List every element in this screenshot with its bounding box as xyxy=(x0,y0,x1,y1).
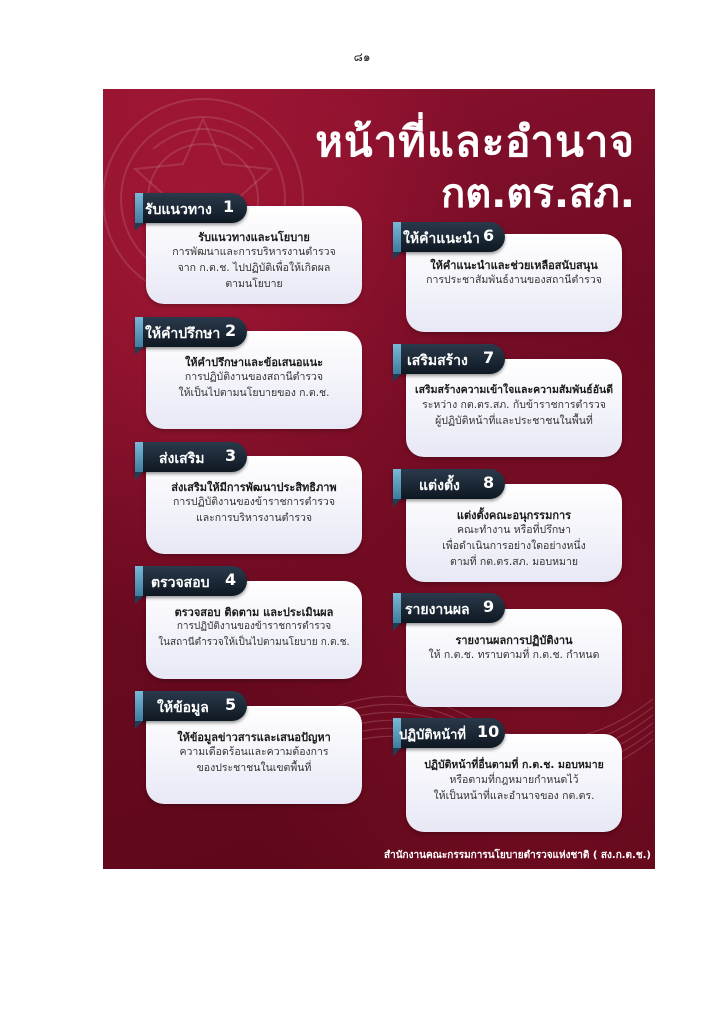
duty-tab-label: ตรวจสอบ xyxy=(151,575,210,591)
tab-accent xyxy=(135,691,143,721)
duty-line: จาก ก.ต.ช. ไปปฏิบัติเพื่อให้เกิดผล xyxy=(177,262,331,274)
duty-number: 4 xyxy=(225,570,237,589)
tab-notch xyxy=(393,748,401,756)
tab-accent xyxy=(135,442,143,472)
duty-number: 7 xyxy=(483,348,495,367)
duty-heading: ส่งเสริมให้มีการพัฒนาประสิทธิภาพ xyxy=(171,481,337,494)
duty-heading: รับแนวทางและนโยบาย xyxy=(198,231,310,244)
tab-notch xyxy=(135,347,143,355)
duty-tab-9 xyxy=(393,593,505,623)
poster xyxy=(103,89,655,869)
duty-heading: เสริมสร้างความเข้าใจและความสัมพันธ์อันดี xyxy=(414,384,614,396)
duty-tab-4 xyxy=(135,566,247,596)
duty-description xyxy=(146,369,362,401)
tab-notch xyxy=(135,223,143,231)
duty-number: 1 xyxy=(223,197,235,216)
duty-line: ความเดือดร้อนและความต้องการ xyxy=(179,746,329,758)
page-number: ๘๑ xyxy=(353,50,371,64)
duty-heading: ให้ข้อมูลข่าวสารและเสนอปัญหา xyxy=(177,731,331,744)
duty-heading: ตรวจสอบ ติดตาม และประเมินผล xyxy=(174,606,334,619)
duty-tab-label: ให้ข้อมูล xyxy=(157,700,209,716)
tab-accent xyxy=(135,193,143,223)
duty-description xyxy=(406,397,622,429)
duty-number: 9 xyxy=(483,597,495,616)
duty-description xyxy=(146,494,362,526)
tab-accent xyxy=(393,469,401,499)
duty-description xyxy=(146,619,362,651)
tab-notch xyxy=(393,499,401,507)
duty-heading: แต่งตั้งคณะอนุกรรมการ xyxy=(456,509,572,522)
duty-tab-label: ให้คำปรึกษา xyxy=(145,326,221,342)
duty-tab-7 xyxy=(393,344,505,374)
duty-line: ในสถานีตำรวจให้เป็นไปตามนโยบาย ก.ต.ช. xyxy=(158,637,350,648)
duty-line: การพัฒนาและการบริหารงานตำรวจ xyxy=(172,246,336,258)
duty-description xyxy=(406,522,622,570)
duty-heading: ปฏิบัติหน้าที่อื่นตามที่ ก.ต.ช. มอบหมาย xyxy=(424,759,604,771)
duty-tab-5 xyxy=(135,691,247,721)
duty-line: การปฏิบัติงานของข้าราชการตำรวจ xyxy=(173,496,335,508)
duty-line: และการบริหารงานตำรวจ xyxy=(195,512,313,524)
duty-line: ตามที่ กต.ตร.สภ. มอบหมาย xyxy=(450,556,578,568)
duty-line: ระหว่าง กต.ตร.สภ. กับข้าราชการตำรวจ xyxy=(422,399,606,411)
duty-description xyxy=(406,647,622,663)
duty-line: ผู้ปฏิบัติหน้าที่และประชาชนในพื้นที่ xyxy=(435,415,593,427)
duty-number: 6 xyxy=(483,226,495,245)
duty-tab-label: เสริมสร้าง xyxy=(407,353,468,369)
poster-footer: สำนักงานคณะกรรมการนโยบายตำรวจแห่งชาติ ( สง.ก.ต.ช.) xyxy=(384,850,651,861)
duty-card-9 xyxy=(406,609,622,707)
duty-heading: ให้คำแนะนำและช่วยเหลือสนับสนุน xyxy=(430,259,598,272)
duty-tab-label: รายงานผล xyxy=(405,602,470,618)
tab-accent xyxy=(393,222,401,252)
tab-notch xyxy=(393,374,401,382)
duty-line: ให้ ก.ต.ช. ทราบตามที่ ก.ต.ช. กำหนด xyxy=(428,649,600,661)
duty-heading: รายงานผลการปฏิบัติงาน xyxy=(455,634,573,647)
duty-line: ให้เป็นไปตามนโยบายของ ก.ต.ช. xyxy=(178,387,330,399)
duty-line: ให้เป็นหน้าที่และอำนาจของ กต.ตร. xyxy=(433,790,595,802)
duty-tab-label: แต่งตั้ง xyxy=(419,478,460,494)
duty-tab-3 xyxy=(135,442,247,472)
duty-number: 8 xyxy=(483,473,495,492)
duty-line: เพื่อดำเนินการอย่างใดอย่างหนึ่ง xyxy=(442,540,586,552)
duty-line: การปฏิบัติงานของข้าราชการตำรวจ xyxy=(176,621,332,632)
duty-line: คณะทำงาน หรือที่ปรึกษา xyxy=(456,524,572,536)
duty-heading: ให้คำปรึกษาและข้อเสนอแนะ xyxy=(184,356,324,369)
duty-tab-label: ปฏิบัติหน้าที่ xyxy=(399,728,466,743)
duty-tab-1 xyxy=(135,193,247,223)
tab-notch xyxy=(135,721,143,729)
tab-accent xyxy=(393,593,401,623)
duty-tab-8 xyxy=(393,469,505,499)
tab-accent xyxy=(135,566,143,596)
duty-description xyxy=(406,772,622,804)
tab-notch xyxy=(135,472,143,480)
poster-title: หน้าที่และอำนาจ xyxy=(315,117,635,166)
tab-notch xyxy=(393,252,401,260)
duty-tab-10 xyxy=(393,718,505,748)
duty-description xyxy=(406,272,622,288)
tab-notch xyxy=(393,623,401,631)
duty-tab-2 xyxy=(135,317,247,347)
duty-tab-6 xyxy=(393,222,505,252)
duty-line: ของประชาชนในเขตพื้นที่ xyxy=(196,762,312,774)
poster-subtitle: กต.ตร.สภ. xyxy=(440,171,635,217)
duty-line: การประชาสัมพันธ์งานของสถานีตำรวจ xyxy=(426,274,602,286)
duty-number: 10 xyxy=(477,722,500,741)
duty-line: การปฏิบัติงานของสถานีตำรวจ xyxy=(184,371,324,383)
duty-line: ตามนโยบาย xyxy=(225,278,283,290)
duty-description xyxy=(146,244,362,292)
tab-accent xyxy=(135,317,143,347)
duty-description xyxy=(146,744,362,776)
duty-number: 2 xyxy=(225,321,237,340)
duty-number: 3 xyxy=(225,446,237,465)
duty-tab-label: ส่งเสริม xyxy=(159,451,205,467)
tab-notch xyxy=(135,596,143,604)
tab-accent xyxy=(393,344,401,374)
duty-card-10 xyxy=(406,734,622,832)
duty-number: 5 xyxy=(225,695,237,714)
duty-tab-label: ให้คำแนะนำ xyxy=(403,231,480,247)
duty-line: หรือตามที่กฎหมายกำหนดไว้ xyxy=(449,774,579,786)
duty-tab-label: รับแนวทาง xyxy=(145,202,212,218)
